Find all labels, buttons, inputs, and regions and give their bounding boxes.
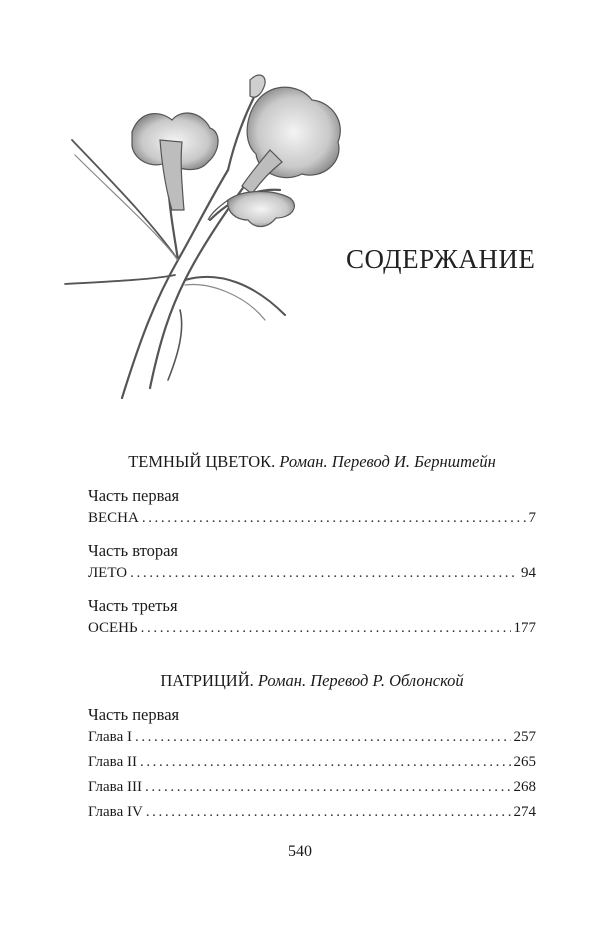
toc-entry-label: Глава II [88,754,137,770]
work-title [88,671,536,691]
dot-leader [140,754,511,771]
dot-leader [141,620,511,637]
work-subtitle: Роман. Перевод И. Бернштейн [279,452,496,471]
page-title: СОДЕРЖАНИЕ [346,244,536,274]
dot-leader [135,729,511,746]
toc-entry-label: ОСЕНЬ [88,620,138,636]
toc-entry-page: 257 [513,729,536,745]
toc-entry-label: ЛЕТО [88,565,128,581]
toc-entry-page: 177 [513,620,536,636]
toc-entry[interactable] [88,779,536,796]
toc-entry[interactable] [88,804,536,821]
part-heading: Часть первая [88,486,180,505]
toc-entry-page: 7 [528,510,536,526]
toc-entry-label: Глава I [88,729,132,745]
dot-leader [146,804,511,821]
toc-entry[interactable] [88,565,536,582]
table-of-contents [88,452,536,821]
toc-entry[interactable] [88,754,536,771]
toc-entry-page: 274 [513,804,536,820]
part-heading: Часть третья [88,596,178,615]
work-title-main: ТЕМНЫЙ ЦВЕТОК. [128,452,276,471]
toc-entry[interactable] [88,510,536,527]
toc-entry-label: ВЕСНА [88,510,139,526]
toc-entry[interactable] [88,729,536,746]
carnation-flower-engraving-icon [60,70,360,410]
work-title-main: ПАТРИЦИЙ. [160,671,254,690]
toc-entry[interactable] [88,620,536,637]
page-number: 540 [288,843,312,860]
toc-entry-label: Глава III [88,779,142,795]
dot-leader [145,779,511,796]
dot-leader [130,565,518,582]
part-heading: Часть вторая [88,541,179,560]
toc-entry-page: 268 [513,779,536,795]
toc-entry-page: 94 [521,565,536,581]
work-subtitle: Роман. Перевод Р. Облонской [257,671,464,690]
dot-leader [142,510,526,527]
toc-entry-page: 265 [513,754,536,770]
work-title [88,452,536,472]
toc-entry-label: Глава IV [88,804,143,820]
part-heading: Часть первая [88,705,180,724]
